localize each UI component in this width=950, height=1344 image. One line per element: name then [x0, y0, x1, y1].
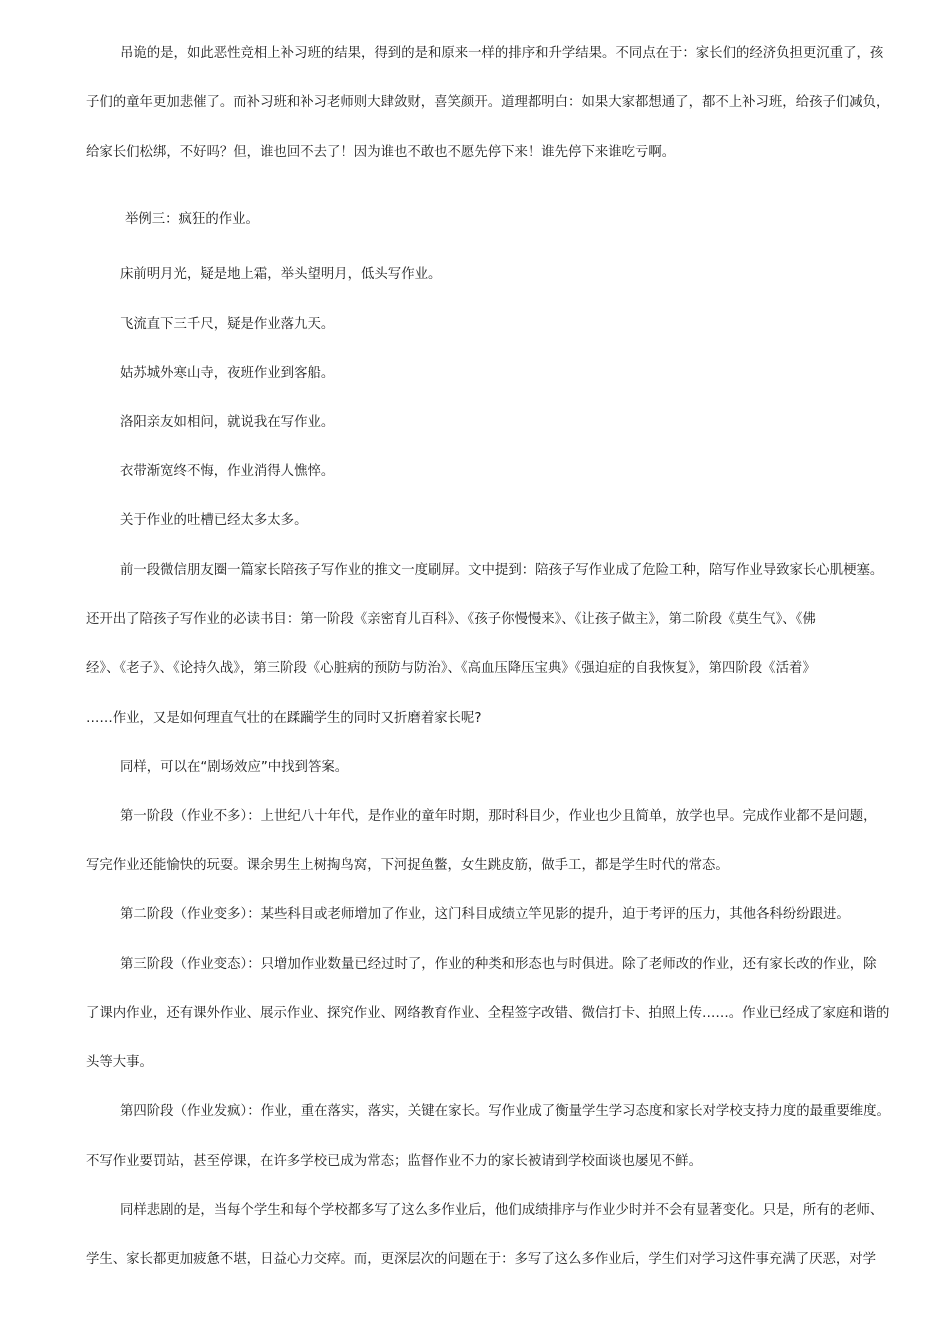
paragraph-line: 子们的童年更加悲催了。而补习班和补习老师则大肆敛财，喜笑颜开。道理都明白：如果大家都想通了，都不上补习班，给孩子们减负，	[86, 95, 890, 110]
paragraph-line: 学生、家长都更加疲惫不堪，日益心力交瘁。而，更深层次的问题在于：多写了这么多作业后，学生们对学习这件事充满了厌恶，对学	[86, 1252, 877, 1267]
paragraph-line: 第二阶段（作业变多）：某些科目或老师增加了作业，这门科目成绩立竿见影的提升，迫于考评的压力，其他各科纷纷跟进。	[120, 907, 850, 922]
paragraph-line: 同样悲剧的是，当每个学生和每个学校都多写了这么多作业后，他们成绩排序与作业少时并不会有显著变化。只是，所有的老师、	[120, 1203, 884, 1218]
paragraph-line: 前一段微信朋友圈一篇家长陪孩子写作业的推文一度刷屏。文中提到：陪孩子写作业成了危险工种，陪写作业导致家长心肌梗塞。	[120, 563, 884, 578]
paragraph-line: 经》、《老子》、《论持久战》，第三阶段《心脏病的预防与防治》、《高血压降压宝典》《强迫症的自我恢复》，第四阶段《活着》	[86, 661, 816, 676]
paragraph-line: 第三阶段（作业变态）：只增加作业数量已经过时了，作业的种类和形态也与时俱进。除了老师改的作业，还有家长改的作业，除	[120, 957, 877, 972]
poem-line: 姑苏城外寒山寺，夜班作业到客船。	[120, 366, 335, 381]
paragraph-line: ……作业，又是如何理直气壮的在蹂躏学生的同时又折磨着家长呢?	[86, 711, 482, 726]
paragraph-line: 同样，可以在“剧场效应”中找到答案。	[120, 760, 349, 775]
paragraph-line: 不写作业要罚站，甚至停课，在许多学校已成为常态；监督作业不力的家长被请到学校面谈也屡见不鲜。	[86, 1154, 702, 1169]
poem-line: 飞流直下三千尺，疑是作业落九天。	[120, 317, 335, 332]
poem-line: 衣带渐宽终不悔，作业消得人憔悴。	[120, 464, 335, 479]
paragraph-line: 头等大事。	[86, 1055, 153, 1070]
paragraph-line: 写完作业还能愉快的玩耍。课余男生上树掏鸟窝，下河捉鱼鳖，女生跳皮筋，做手工，都是学生时代的常态。	[86, 858, 729, 873]
paragraph-line: 第一阶段（作业不多）：上世纪八十年代，是作业的童年时期，那时科目少，作业也少且简单，放学也早。完成作业都不是问题，	[120, 809, 877, 824]
paragraph-line: 还开出了陪孩子写作业的必读书目：第一阶段《亲密育儿百科》、《孩子你慢慢来》、《让孩子做主》，第二阶段《莫生气》、《佛	[86, 612, 816, 627]
poem-line: 床前明月光，疑是地上霜，举头望明月，低头写作业。	[120, 267, 442, 282]
paragraph-line: 第四阶段（作业发疯）：作业，重在落实，落实，关键在家长。写作业成了衡量学生学习态度和家长对学校支持力度的最重要维度。	[120, 1104, 890, 1119]
paragraph-line: 了课内作业，还有课外作业、展示作业、探究作业、网络教育作业、全程签字改错、微信打卡、拍照上传……。作业已经成了家庭和谐的	[86, 1006, 890, 1021]
paragraph-line: 吊诡的是，如此恶性竞相上补习班的结果，得到的是和原来一样的排序和升学结果。不同点在于：家长们的经济负担更沉重了，孩	[120, 46, 884, 61]
paragraph-line: 给家长们松绑，不好吗？但，谁也回不去了！因为谁也不敢也不愿先停下来！谁先停下来谁吃亏啊。	[86, 145, 676, 160]
poem-line: 洛阳亲友如相问，就说我在写作业。	[120, 415, 335, 430]
paragraph-line: 关于作业的吐槽已经太多太多。	[120, 513, 308, 528]
section-heading: 举例三：疯狂的作业。	[125, 212, 259, 227]
